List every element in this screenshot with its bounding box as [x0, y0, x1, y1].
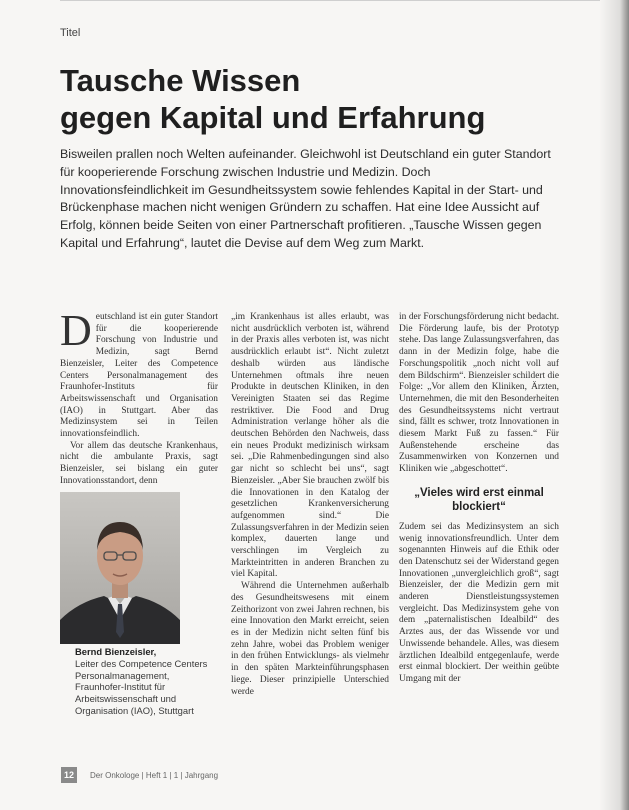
top-rule	[60, 0, 600, 1]
caption-text: Leiter des Competence Centers Personalmanagement, Fraunhofer-Institut für Arbeitswissenschaft und Organisation (IAO), Stuttgart	[75, 657, 208, 716]
article-lead: Bisweilen prallen noch Welten aufeinander. Gleichwohl ist Deutschland ein guter Standort für kooperierende Forschung zwischen Industrie und Medizin. Doch Innovationsfeindlichkeit im Gesundheitssystem sowie fehlendes Kapital in der Start- und Brückenphase machen nicht wenigen Gründern zu schaffen. Hat eine Idee Aussicht auf Erfolg, können beide Seiten von einer Partnerschaft profitieren. „Tausche Wissen gegen Kapital und Erfahrung“, lautet die Devise auf dem Weg zum Markt.	[60, 147, 551, 250]
drop-cap: D	[60, 306, 92, 355]
column-1	[60, 306, 218, 488]
article-title	[60, 62, 485, 136]
column-3-paragraph-2: Zudem sei das Medizinsystem an sich wenig innovationsfreundlich. Unter dem sogenannten Hinweis auf die Ethik oder den Datenschutz sei der Widerstand gegen Innovationen „unvergleichlich groß“, sagt Bienzeisler, der die Medizin gern mit anderen Dienstleistungssystemen vergleicht. Das Medizinsystem gehe von dem „paternalistischen Idealbild“ des Arztes aus, der das Wissende vor und Unwissende behandele. Alles, was diesem ärztlichen Idealbild entgegenlaufe, werde erst einmal blockiert. Der weithin geübte Umgang mit der	[399, 521, 559, 684]
column-2-paragraph-1: „im Krankenhaus ist alles erlaubt, was nicht ausdrücklich verboten ist, während in der Praxis alles verboten ist, was nicht ausdrücklich erlaubt ist“. Nicht zuletzt deshalb würden aus ländische Unternehmen oftmals ihre neuen Produkte in deutschen Kliniken, in den Vereinigten Staaten sei das Regime restriktiver. Die Food and Drug Administration verlange höher als die deutschen Behörden den Nachweis, dass ein neues Produkt medizinisch wirksam sei. „Die Rahmenbedingungen sind also gar nicht so schlecht bei uns“, sagt Bienzeisler. „Aber Sie brauchen zwölf bis die Innovationen in den Katalog der gesetzlichen Krankenversicherung aufgenommen sind.“ Die Zulassungsverfahren in der Medizin seien komplex, dauerten lange und verschlingen im Vergleich zu Markteintritten in anderen Branchen zu viel Kapital.	[231, 312, 389, 580]
column-2-paragraph-2: Während die Unternehmen außerhalb des Gesundheitswesens mit einem Zeithorizont von zwei Jahren rechnen, bis eine Innovation den Markt erreicht, seien es in der Medizin nicht selten fünf bis zehn Jahre, wobei das Problem weniger in den frühen Entwicklungs- als vielmehr in den späten Markteinführungsphasen liege. Dieser prinzipielle Unterschied werde	[231, 581, 389, 697]
scan-edge-shadow	[599, 0, 629, 810]
column-3	[399, 312, 559, 686]
column-1-paragraph-2: Vor allem das deutsche Krankenhaus, nicht die ambulante Praxis, sagt Bienzeisler, sei bislang ein guter Innovationsstandort, denn	[60, 440, 218, 486]
portrait-photo	[60, 492, 180, 644]
section-label: Titel	[60, 27, 81, 39]
column-1-paragraph-1	[60, 306, 218, 441]
portrait-image	[60, 492, 180, 644]
column-1-paragraph-1-text: eutschland ist ein guter Standort für die kooperierende Forschung von Industrie und Medizin, sagt Bernd Bienzeisler, Leiter des Competence Centers Personalmanagement des Fraunhofer-Instituts für Arbeitswissenschaft und Organisation (IAO) in Stuttgart. Aber das Medizinsystem sei in Teilen innovationsfeindlich.	[60, 312, 218, 440]
column-2	[231, 312, 389, 698]
photo-caption	[75, 646, 215, 717]
journal-footer: Der Onkologe | Heft 1 | 1 | Jahrgang	[90, 771, 219, 780]
title-line-1: Tausche Wissen	[60, 63, 301, 98]
column-subheading: „Vieles wird erst einmal blockiert“	[414, 486, 544, 513]
column-3-paragraph-1: in der Forschungsförderung nicht bedacht. Die Förderung laufe, bis der Prototyp stehe. Das lange Zulassungsverfahren, das dann in der Medizin folge, habe die Forschungspolitik „noch nicht voll auf dem Bildschirm“. Bienzeisler schildert die Folge: „Vor allem den Kliniken, Ärzten, Unternehmen, die mit den Besonderheiten des Gesundheitssystems nicht vertraut sind, fällt es schwer, trotz Innovationen in diesem Markt Fuß zu fassen.“ Für Außenstehende erscheine das Zusammenwirken von Konzernen und Kliniken wie „abgeschottet“.	[399, 312, 559, 475]
title-line-2: gegen Kapital und Erfahrung	[60, 100, 486, 135]
caption-name: Bernd Bienzeisler,	[75, 646, 157, 657]
page-number: 12	[61, 767, 77, 783]
